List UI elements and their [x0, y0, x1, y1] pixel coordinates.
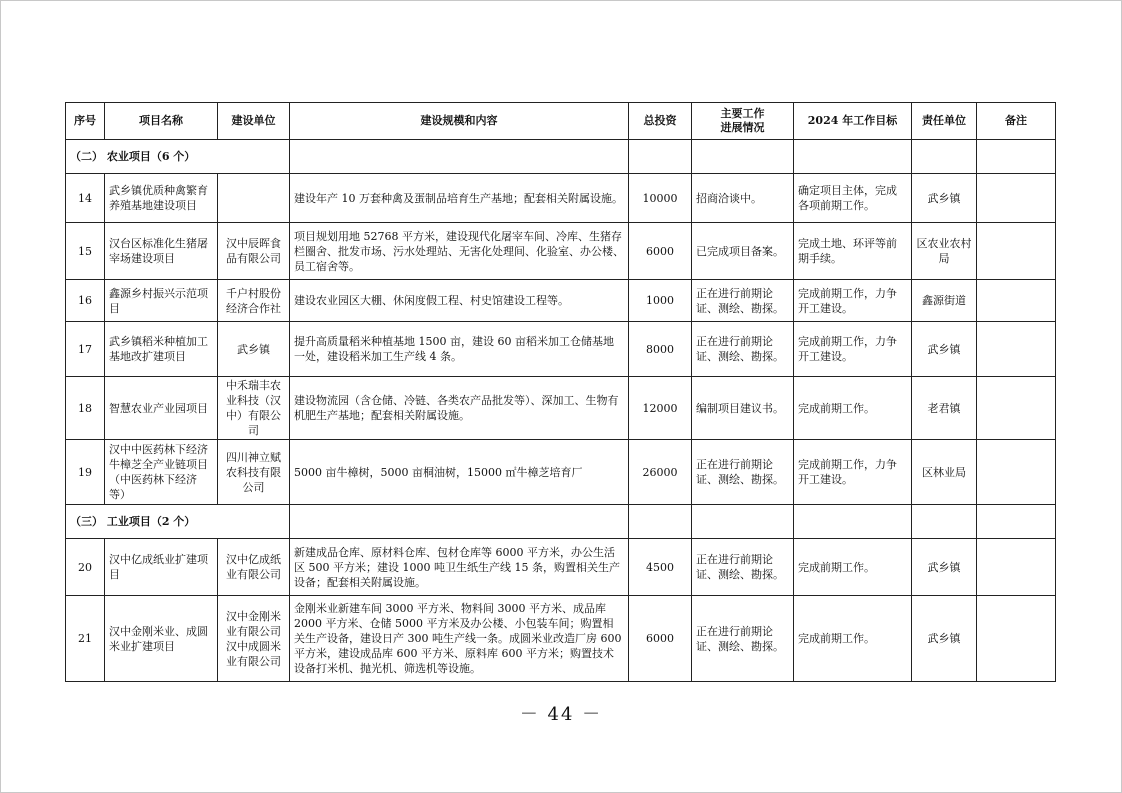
cell-target: 完成前期工作。 — [794, 377, 912, 440]
cell-builder: 千户村股份经济合作社 — [218, 280, 290, 322]
cell-remarks — [977, 596, 1056, 682]
cell-remarks — [977, 174, 1056, 223]
cell-progress: 已完成项目备案。 — [692, 223, 794, 280]
cell-scope: 建设物流园（含仓储、冷链、各类农产品批发等）、深加工、生物有机肥生产基地；配套相关附属设施。 — [290, 377, 629, 440]
cell-project-name: 汉中中医药林下经济牛樟芝全产业链项目（中医药林下经济等） — [105, 440, 218, 505]
cell-remarks — [977, 322, 1056, 377]
cell-responsible: 武乡镇 — [912, 596, 977, 682]
empty-cell — [912, 505, 977, 539]
cell-scope: 项目规划用地 52768 平方米，建设现代化屠宰车间、冷库、生猪存栏圈舍、批发市场、污水处理站、无害化处理间、化验室、办公楼、员工宿舍等。 — [290, 223, 629, 280]
cell-index: 14 — [66, 174, 105, 223]
empty-cell — [912, 140, 977, 174]
cell-responsible: 区林业局 — [912, 440, 977, 505]
cell-responsible: 武乡镇 — [912, 174, 977, 223]
cell-remarks — [977, 440, 1056, 505]
cell-project-name: 汉中亿成纸业扩建项目 — [105, 539, 218, 596]
section-label: （二） 农业项目（6 个） — [66, 140, 290, 174]
cell-progress: 招商洽谈中。 — [692, 174, 794, 223]
cell-project-name: 武乡镇稻米种植加工基地改扩建项目 — [105, 322, 218, 377]
cell-progress: 正在进行前期论证、测绘、勘探。 — [692, 280, 794, 322]
cell-index: 18 — [66, 377, 105, 440]
empty-cell — [629, 505, 692, 539]
cell-index: 20 — [66, 539, 105, 596]
cell-target: 完成前期工作。 — [794, 539, 912, 596]
cell-index: 16 — [66, 280, 105, 322]
cell-target: 完成土地、环评等前期手续。 — [794, 223, 912, 280]
empty-cell — [290, 140, 629, 174]
cell-builder: 汉中亿成纸业有限公司 — [218, 539, 290, 596]
header-index: 序号 — [66, 103, 105, 140]
cell-scope: 金刚米业新建车间 3000 平方米、物料间 3000 平方米、成品库 2000 平方米、仓储 5000 平方米及办公楼、小包装车间；购置相关生产设备，建设日产 300 吨生产线一条。成圆米业改造厂房 600 平方米，建设成品库 600 平方米、原料库 600 平方米；购置技术设备打米机、抛光机、筛选机等设施。 — [290, 596, 629, 682]
cell-investment: 8000 — [629, 322, 692, 377]
cell-scope: 提升高质量稻米种植基地 1500 亩，建设 60 亩稻米加工仓储基地一处，建设稻米加工生产线 4 条。 — [290, 322, 629, 377]
cell-progress: 正在进行前期论证、测绘、勘探。 — [692, 322, 794, 377]
cell-project-name: 武乡镇优质种禽繁育养殖基地建设项目 — [105, 174, 218, 223]
cell-scope: 5000 亩牛樟树，5000 亩桐油树，15000 ㎡牛樟芝培育厂 — [290, 440, 629, 505]
table-row — [66, 440, 1056, 505]
cell-project-name: 智慧农业产业园项目 — [105, 377, 218, 440]
empty-cell — [794, 505, 912, 539]
cell-target: 完成前期工作，力争开工建设。 — [794, 440, 912, 505]
table-row — [66, 280, 1056, 322]
empty-cell — [692, 505, 794, 539]
cell-project-name: 鑫源乡村振兴示范项目 — [105, 280, 218, 322]
cell-responsible: 武乡镇 — [912, 322, 977, 377]
section-label: （三） 工业项目（2 个） — [66, 505, 290, 539]
header-project-name: 项目名称 — [105, 103, 218, 140]
cell-scope: 建设年产 10 万套种禽及蛋制品培育生产基地；配套相关附属设施。 — [290, 174, 629, 223]
cell-project-name: 汉中金刚米业、成圆米业扩建项目 — [105, 596, 218, 682]
cell-progress: 正在进行前期论证、测绘、勘探。 — [692, 440, 794, 505]
section-row — [66, 505, 1056, 539]
cell-builder: 武乡镇 — [218, 322, 290, 377]
cell-remarks — [977, 223, 1056, 280]
cell-investment: 6000 — [629, 223, 692, 280]
cell-index: 17 — [66, 322, 105, 377]
cell-index: 19 — [66, 440, 105, 505]
header-scope: 建设规模和内容 — [290, 103, 629, 140]
cell-builder — [218, 174, 290, 223]
table-row — [66, 596, 1056, 682]
cell-builder: 汉中金刚米业有限公司 汉中成圆米业有限公司 — [218, 596, 290, 682]
header-remarks: 备注 — [977, 103, 1056, 140]
cell-responsible: 鑫源街道 — [912, 280, 977, 322]
cell-project-name: 汉台区标准化生猪屠宰场建设项目 — [105, 223, 218, 280]
section-row — [66, 140, 1056, 174]
empty-cell — [977, 140, 1056, 174]
cell-investment: 6000 — [629, 596, 692, 682]
cell-investment: 10000 — [629, 174, 692, 223]
table-row — [66, 377, 1056, 440]
page-number: － 44 － — [519, 704, 603, 725]
cell-progress: 正在进行前期论证、测绘、勘探。 — [692, 596, 794, 682]
cell-target: 完成前期工作，力争开工建设。 — [794, 322, 912, 377]
cell-remarks — [977, 539, 1056, 596]
table-row — [66, 174, 1056, 223]
empty-cell — [629, 140, 692, 174]
cell-remarks — [977, 280, 1056, 322]
header-responsible: 责任单位 — [912, 103, 977, 140]
cell-scope: 新建成品仓库、原材料仓库、包材仓库等 6000 平方米，办公生活区 500 平方米；建设 1000 吨卫生纸生产线 15 条，购置相关生产设备；配套相关附属设施。 — [290, 539, 629, 596]
cell-index: 21 — [66, 596, 105, 682]
cell-responsible: 老君镇 — [912, 377, 977, 440]
cell-target: 确定项目主体，完成各项前期工作。 — [794, 174, 912, 223]
empty-cell — [977, 505, 1056, 539]
table-row — [66, 223, 1056, 280]
cell-target: 完成前期工作，力争开工建设。 — [794, 280, 912, 322]
header-builder: 建设单位 — [218, 103, 290, 140]
cell-progress: 编制项目建议书。 — [692, 377, 794, 440]
empty-cell — [290, 505, 629, 539]
cell-progress: 正在进行前期论证、测绘、勘探。 — [692, 539, 794, 596]
cell-target: 完成前期工作。 — [794, 596, 912, 682]
header-investment: 总投资 — [629, 103, 692, 140]
cell-investment: 1000 — [629, 280, 692, 322]
table-row — [66, 322, 1056, 377]
table-body — [66, 140, 1056, 682]
empty-cell — [794, 140, 912, 174]
cell-builder: 中禾瑞丰农业科技（汉中）有限公司 — [218, 377, 290, 440]
cell-scope: 建设农业园区大棚、休闲度假工程、村史馆建设工程等。 — [290, 280, 629, 322]
project-table — [65, 102, 1056, 682]
cell-investment: 4500 — [629, 539, 692, 596]
cell-remarks — [977, 377, 1056, 440]
cell-investment: 12000 — [629, 377, 692, 440]
table-row — [66, 539, 1056, 596]
cell-responsible: 武乡镇 — [912, 539, 977, 596]
header-target: 2024 年工作目标 — [794, 103, 912, 140]
cell-investment: 26000 — [629, 440, 692, 505]
cell-index: 15 — [66, 223, 105, 280]
empty-cell — [692, 140, 794, 174]
header-progress: 主要工作 进展情况 — [692, 103, 794, 140]
header-row — [66, 103, 1056, 140]
cell-builder: 汉中辰晖食品有限公司 — [218, 223, 290, 280]
cell-responsible: 区农业农村局 — [912, 223, 977, 280]
cell-builder: 四川神立赋农科技有限公司 — [218, 440, 290, 505]
